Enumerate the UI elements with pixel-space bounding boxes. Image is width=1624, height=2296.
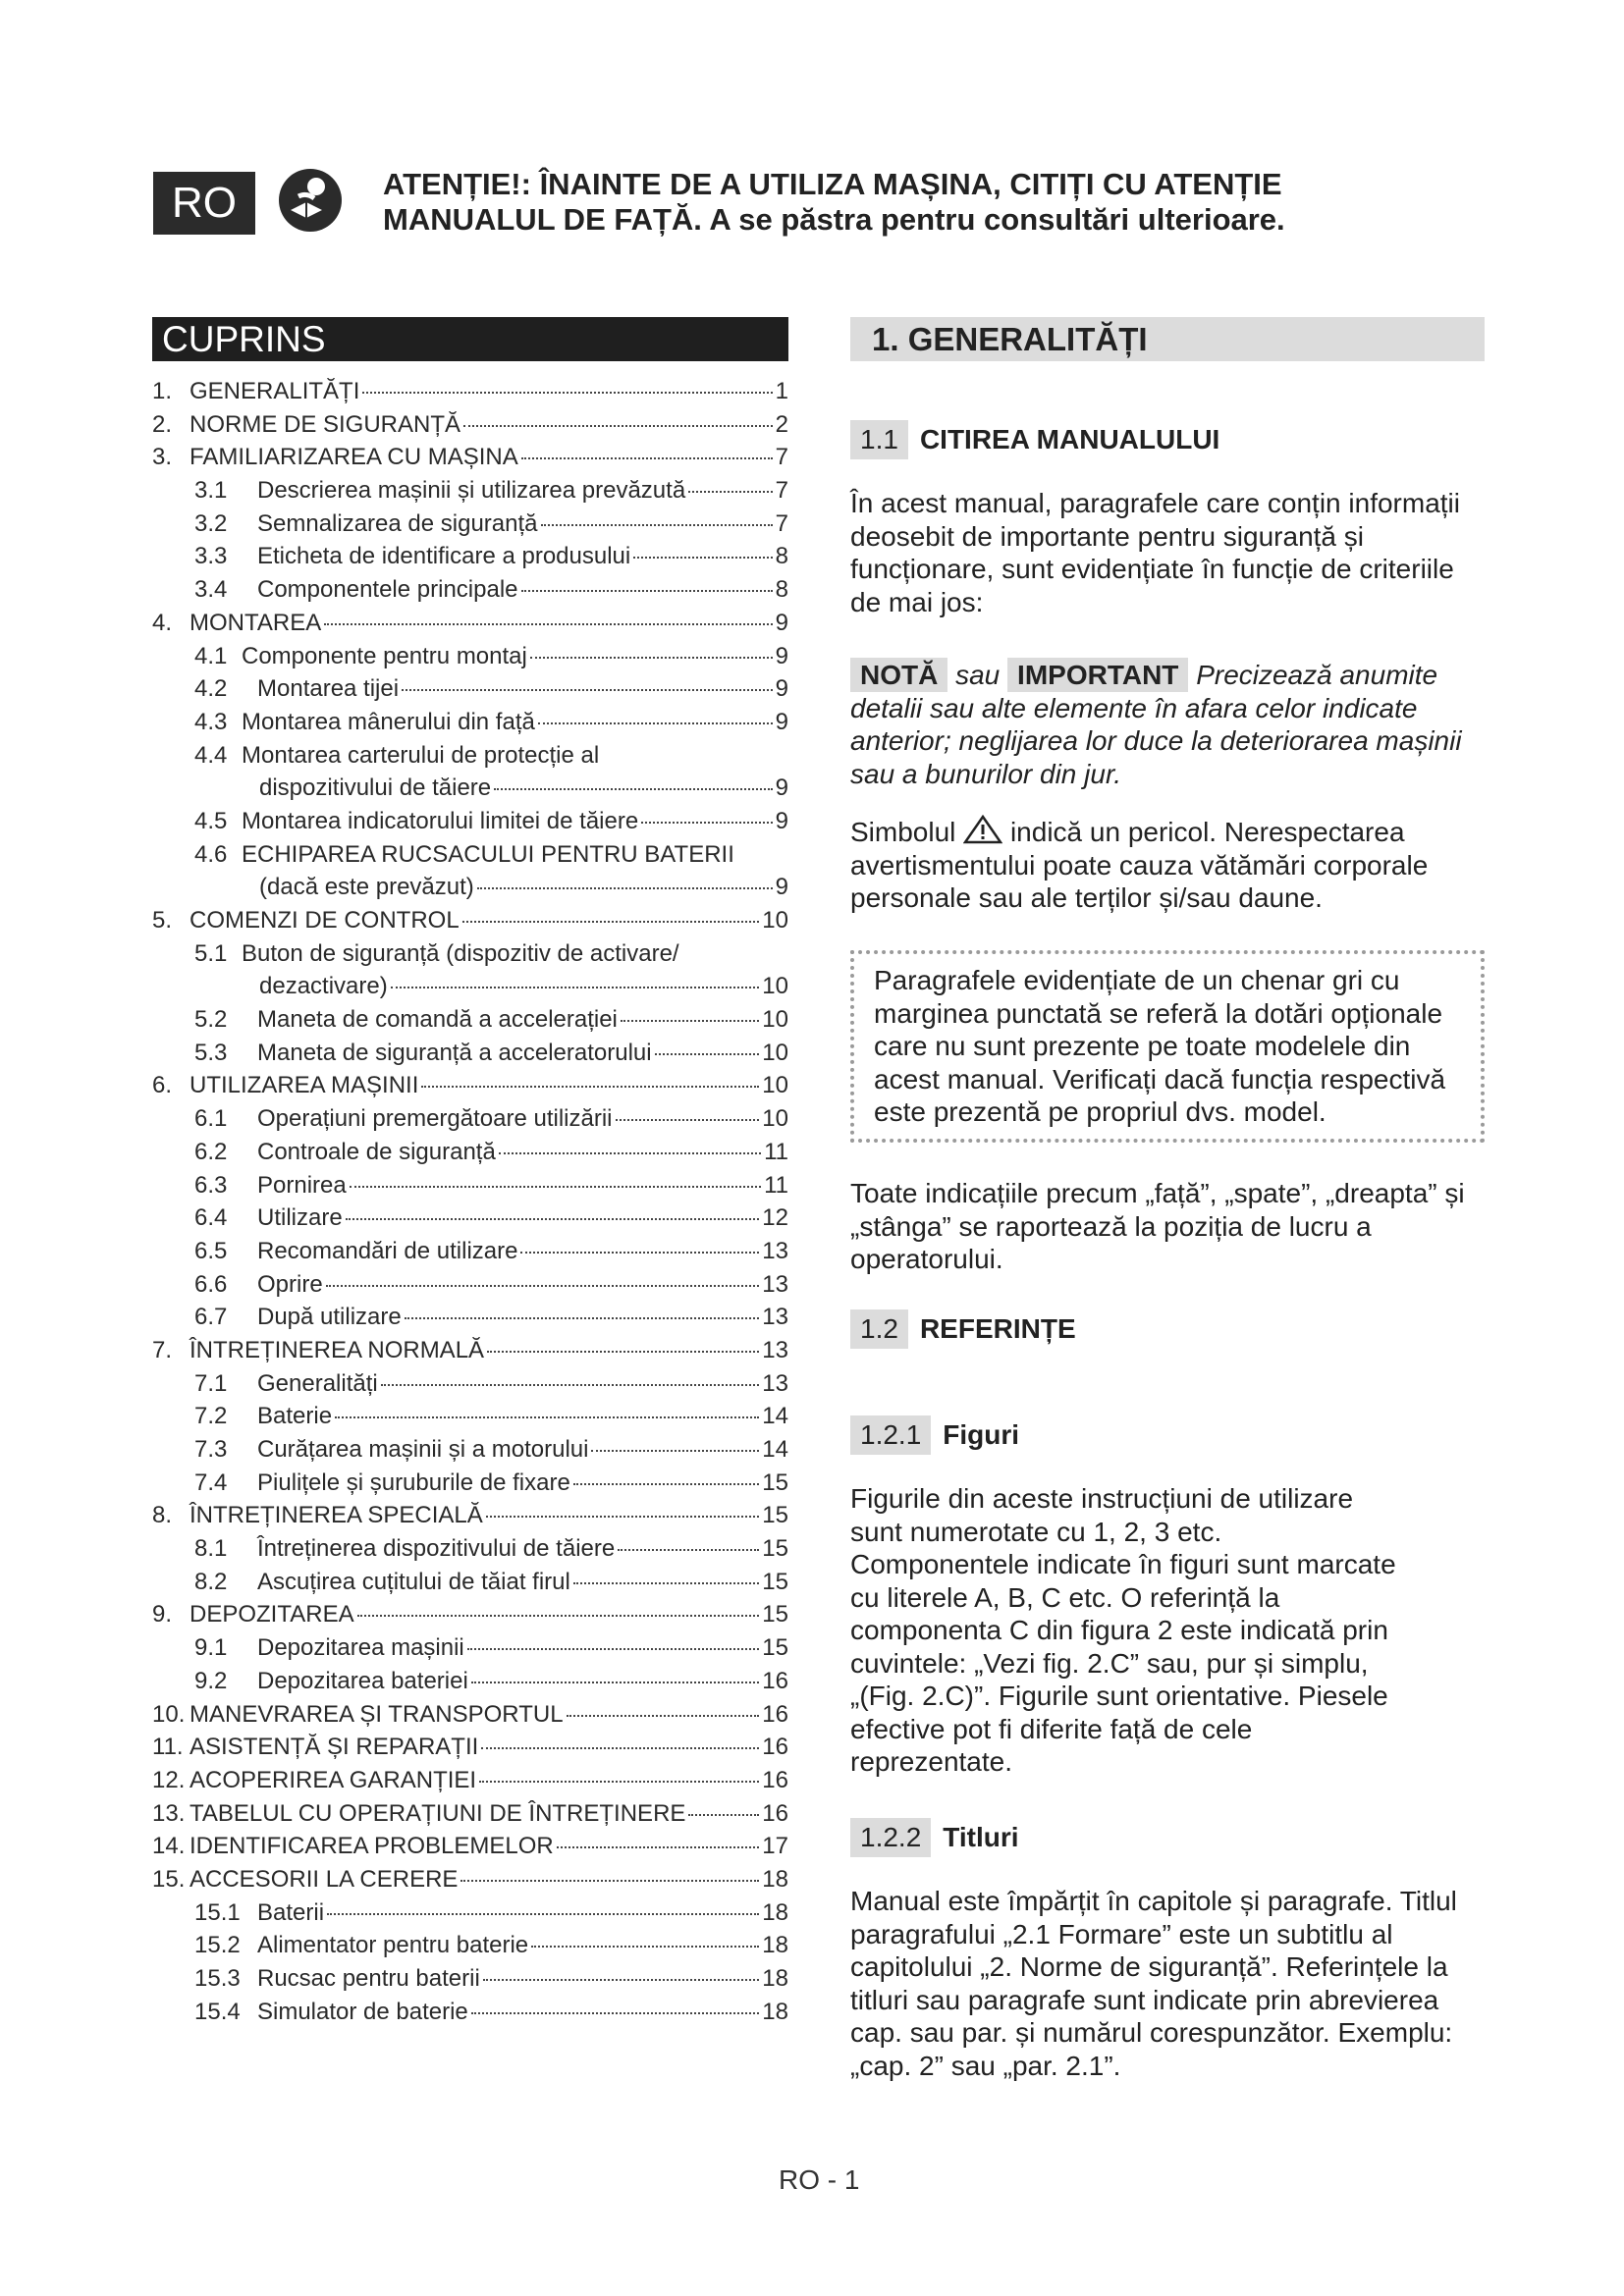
toc-number: 6.2 — [194, 1138, 228, 1165]
toc-label: Depozitarea bateriei — [257, 1667, 468, 1694]
toc-label: Maneta de siguranță a acceleratorului — [257, 1039, 652, 1066]
toc-page-number: 17 — [762, 1833, 788, 1860]
toc-leader-dots — [688, 491, 772, 493]
toc-row — [152, 1006, 788, 1040]
section-heading: 1. GENERALITĂȚI — [850, 317, 1485, 361]
toc-row — [152, 1999, 788, 2032]
toc-title: CUPRINS — [152, 317, 788, 361]
toc-leader-dots — [357, 1615, 760, 1617]
toc-page-number: 9 — [775, 774, 788, 802]
toc-label: Curățarea mașinii și a motorului — [257, 1436, 589, 1463]
toc-label: (dacă este prevăzut) — [259, 874, 474, 901]
toc-row — [152, 709, 788, 742]
toc-label: Eticheta de identificare a produsului — [257, 543, 631, 570]
reading-manual-paragraph: În acest manual, paragrafele care conțin informații deosebit de importante pentru siguranță și funcționare, sunt evidențiate în funcție de criteriile de mai jos: — [850, 488, 1460, 617]
read-manual-icon — [277, 167, 344, 234]
toc-row — [152, 1271, 788, 1305]
subsection-title: Titluri — [943, 1822, 1019, 1852]
toc-page-number: 16 — [762, 1799, 788, 1827]
toc-page-number: 9 — [775, 675, 788, 703]
toc-page-number: 13 — [762, 1336, 788, 1363]
toc-leader-dots — [481, 1747, 759, 1749]
toc-page-number: 15 — [762, 1535, 788, 1563]
warning-triangle-icon — [963, 815, 1002, 844]
toc-row — [152, 675, 788, 709]
toc-label: Montarea mânerului din față — [242, 708, 535, 735]
toc-leader-dots — [405, 1317, 760, 1319]
toc-label: MONTAREA — [189, 609, 322, 636]
toc-label: dispozitivului de tăiere — [259, 774, 492, 802]
toc-leader-dots — [573, 1483, 759, 1485]
toc-label: Recomandări de utilizare — [257, 1237, 518, 1264]
toc-row — [152, 1337, 788, 1370]
symbol-paragraph — [850, 815, 1489, 915]
toc-label: Descrierea mașinii și utilizarea prevăzută — [257, 477, 686, 505]
toc-page-number: 18 — [762, 1965, 788, 1992]
toc-leader-dots — [494, 788, 773, 790]
toc-leader-dots — [487, 1351, 759, 1353]
toc-leader-dots — [327, 1913, 759, 1915]
toc-row — [152, 1833, 788, 1866]
toc-row — [152, 576, 788, 610]
toc-page-number: 11 — [764, 1171, 788, 1199]
toc-label: Generalități — [257, 1369, 378, 1397]
toc-row — [152, 1866, 788, 1899]
toc-number: 8.1 — [194, 1535, 228, 1563]
toc-leader-dots — [477, 887, 773, 889]
toc-label: Controale de siguranță — [257, 1138, 496, 1165]
toc-page-number: 16 — [762, 1766, 788, 1793]
toc-number: 6.6 — [194, 1270, 228, 1298]
symbol-post: indică un pericol. Nerespectarea avertismentului poate cauza vătămări corporale personale sau ale terților și/sau daune. — [850, 817, 1429, 913]
toc-page-number: 10 — [762, 1105, 788, 1133]
toc-row — [152, 444, 788, 477]
toc-row — [152, 808, 788, 841]
toc-row — [152, 1040, 788, 1073]
toc-label: Utilizare — [257, 1204, 343, 1232]
toc-leader-dots — [471, 1682, 760, 1683]
subsection-number: 1.2.1 — [850, 1415, 931, 1455]
toc-number: 6.5 — [194, 1237, 228, 1264]
toc-leader-dots — [521, 457, 773, 459]
toc-leader-dots — [346, 1218, 760, 1220]
toc-page-number: 16 — [762, 1700, 788, 1728]
toc-row — [152, 643, 788, 676]
toc-page-number: 14 — [762, 1436, 788, 1463]
toc-row — [152, 1569, 788, 1602]
toc-leader-dots — [530, 657, 773, 659]
toc-page-number: 12 — [762, 1204, 788, 1232]
toc-row — [152, 1634, 788, 1668]
toc-label: După utilizare — [257, 1304, 402, 1331]
toc-number: 3.4 — [194, 576, 228, 604]
toc-label: ÎNTREȚINEREA SPECIALĂ — [189, 1502, 483, 1529]
important-label: IMPORTANT — [1007, 658, 1188, 692]
toc-row — [152, 1767, 788, 1800]
toc-page-number: 15 — [762, 1634, 788, 1662]
toc-leader-dots — [573, 1582, 759, 1584]
toc-leader-dots — [633, 557, 772, 559]
toc-label: FAMILIARIZAREA CU MAȘINA — [189, 444, 518, 471]
toc-label: Alimentator pentru baterie — [257, 1932, 529, 1959]
toc-row — [152, 1535, 788, 1569]
subsection-number: 1.2.2 — [850, 1818, 931, 1857]
toc-row — [152, 543, 788, 576]
toc-number: 7.4 — [194, 1468, 228, 1496]
toc-row — [152, 1105, 788, 1139]
toc-label: Maneta de comandă a accelerației — [257, 1006, 618, 1034]
toc-page-number: 15 — [762, 1468, 788, 1496]
toc-number: 9. — [152, 1601, 173, 1629]
toc-page-number: 15 — [762, 1601, 788, 1629]
toc-page-number: 18 — [762, 1865, 788, 1893]
toc-row — [152, 1965, 788, 1999]
toc-number: 7.1 — [194, 1369, 228, 1397]
toc-number: 3.1 — [194, 477, 228, 505]
toc-number: 5.2 — [194, 1006, 228, 1034]
titles-paragraph: Manual este împărțit în capitole și paragrafe. Titlul paragrafului „2.1 Formare” este un subtitlu al capitolului „2. Norme de siguranță”. Referințele la titluri sau paragrafe sunt indicate prin abrevierea cap. sau par. și numărul corespunzător. Exemplu: „cap. 2” sau „par. 2.1”. — [850, 1886, 1457, 2081]
symbol-pre: Simbolul — [850, 817, 956, 847]
subsection-1-1-heading — [850, 420, 1219, 459]
toc-number: 11. — [152, 1734, 184, 1761]
toc-leader-dots — [499, 1152, 761, 1154]
toc-row — [152, 477, 788, 510]
note-paragraph — [850, 659, 1489, 790]
toc-page-number: 10 — [762, 907, 788, 934]
toc-row — [152, 1139, 788, 1172]
toc-page-number: 1 — [775, 378, 788, 404]
toc-row — [152, 1502, 788, 1535]
toc-row — [152, 1072, 788, 1105]
toc-leader-dots — [350, 1186, 761, 1188]
toc-leader-dots — [616, 1119, 760, 1121]
toc-number: 8. — [152, 1502, 173, 1529]
toc-leader-dots — [591, 1450, 759, 1452]
toc-page-number: 8 — [775, 576, 788, 604]
toc-row — [152, 841, 788, 875]
toc-number: 7.3 — [194, 1436, 228, 1463]
toc-label: dezactivare) — [259, 973, 388, 1000]
toc-row — [152, 1204, 788, 1238]
toc-leader-dots — [567, 1715, 760, 1717]
toc-label: COMENZI DE CONTROL — [189, 907, 460, 934]
toc-row — [152, 378, 788, 411]
toc-leader-dots — [483, 1979, 760, 1981]
toc-label: ASISTENȚĂ ȘI REPARAȚII — [189, 1734, 479, 1761]
toc-label: GENERALITĂȚI — [189, 378, 360, 404]
toc-page-number: 9 — [775, 874, 788, 901]
toc-label: Componentele principale — [257, 576, 518, 604]
toc-number: 4.1 — [194, 642, 228, 669]
toc-label: Rucsac pentru baterii — [257, 1965, 480, 1992]
toc-page-number: 13 — [762, 1369, 788, 1397]
toc-label: DEPOZITAREA — [189, 1601, 354, 1629]
toc-number: 4.4 — [194, 741, 228, 769]
toc-row — [152, 1800, 788, 1834]
toc-number: 1. — [152, 378, 173, 404]
toc-page-number: 16 — [762, 1667, 788, 1694]
toc-page-number: 15 — [762, 1568, 788, 1595]
toc-number: 15.1 — [194, 1898, 241, 1926]
toc-number: 4. — [152, 609, 173, 636]
toc-leader-dots — [621, 1020, 759, 1022]
toc-leader-dots — [521, 590, 773, 592]
toc-leader-dots — [463, 425, 773, 427]
toc-page-number: 18 — [762, 1898, 788, 1926]
toc-row — [152, 1734, 788, 1767]
toc-number: 15.3 — [194, 1965, 241, 1992]
subsection-1-2-2-heading — [850, 1818, 1019, 1857]
toc-leader-dots — [467, 1648, 760, 1650]
toc-leader-dots — [531, 1946, 759, 1948]
subsection-number: 1.2 — [850, 1309, 908, 1349]
toc-row — [152, 1304, 788, 1337]
toc-number: 14. — [152, 1833, 186, 1860]
toc-leader-dots — [362, 392, 772, 394]
toc-label: Componente pentru montaj — [242, 642, 527, 669]
toc-row — [152, 610, 788, 643]
toc-leader-dots — [618, 1549, 759, 1551]
subsection-number: 1.1 — [850, 420, 908, 459]
toc-page-number: 11 — [764, 1138, 788, 1165]
toc-page-number: 13 — [762, 1270, 788, 1298]
toc-leader-dots — [391, 987, 760, 988]
toc-label: Întreținerea dispozitivului de tăiere — [257, 1535, 616, 1563]
toc-leader-dots — [335, 1416, 759, 1418]
note-sau: sau — [955, 660, 1001, 690]
toc-page-number: 10 — [762, 1072, 788, 1099]
toc-label: Pornirea — [257, 1171, 347, 1199]
toc-number: 7.2 — [194, 1403, 228, 1430]
toc-row — [152, 1436, 788, 1469]
toc-leader-dots — [520, 1252, 759, 1254]
optional-features-text: Paragrafele evidențiate de un chenar gri cu marginea punctată se referă la dotări opționale care nu sunt prezente pe toate modelele din acest manual. Verificați dacă funcția respectivă este prezentă pe propriul dvs. model. — [874, 965, 1446, 1127]
toc-number: 5.3 — [194, 1039, 228, 1066]
toc-number: 4.2 — [194, 675, 228, 703]
toc-row — [152, 1601, 788, 1634]
toc-leader-dots — [479, 1781, 759, 1783]
toc-label: Operațiuni premergătoare utilizării — [257, 1105, 613, 1133]
figures-paragraph: Figurile din aceste instrucțiuni de utilizare sunt numerotate cu 1, 2, 3 etc. Componentele indicate în figuri sunt marcate cu literele A, B, C etc. O referință la componenta C din figura 2 este indicată prin cuvintele: „Vezi fig. 2.C” sau, pur și simplu, „(Fig. 2.C)”. Figurile sunt orientative. Piesele efective pot fi diferite față de cele reprezentate. — [850, 1483, 1396, 1777]
toc-leader-dots — [460, 1880, 759, 1882]
toc-number: 2. — [152, 410, 173, 438]
toc-number: 3. — [152, 444, 173, 471]
toc-label: UTILIZAREA MAȘINII — [189, 1072, 419, 1099]
note-label: NOTĂ — [850, 658, 947, 692]
toc-page-number: 9 — [775, 807, 788, 834]
toc-row — [152, 1172, 788, 1205]
toc-leader-dots — [381, 1384, 760, 1386]
toc-page-number: 9 — [775, 642, 788, 669]
toc-number: 6.3 — [194, 1171, 228, 1199]
toc-label: Semnalizarea de siguranță — [257, 509, 538, 537]
toc-page-number: 13 — [762, 1304, 788, 1331]
toc-row — [152, 1403, 788, 1436]
toc-label: ECHIPAREA RUCSACULUI PENTRU BATERII — [242, 840, 734, 868]
toc-label: Depozitarea mașinii — [257, 1634, 464, 1662]
toc-number: 10. — [152, 1700, 186, 1728]
toc-leader-dots — [462, 921, 760, 923]
toc-number: 6. — [152, 1072, 173, 1099]
toc-page-number: 8 — [775, 543, 788, 570]
toc-leader-dots — [538, 722, 773, 724]
toc-number: 4.3 — [194, 708, 228, 735]
toc-row — [152, 874, 788, 907]
toc-number: 7. — [152, 1336, 173, 1363]
toc-number: 4.5 — [194, 807, 228, 834]
toc-label: Montarea tijei — [257, 675, 400, 703]
toc-row — [152, 907, 788, 940]
toc-leader-dots — [326, 1285, 760, 1287]
toc-row — [152, 411, 788, 445]
toc-page-number: 16 — [762, 1734, 788, 1761]
toc-number: 3.3 — [194, 543, 228, 570]
toc-number: 15. — [152, 1865, 186, 1893]
toc-number: 15.4 — [194, 1998, 241, 2025]
warning-line-2: MANUALUL DE FAȚĂ. A se păstra pentru consultări ulterioare. — [383, 202, 1285, 237]
toc-page-number: 9 — [775, 609, 788, 636]
toc-number: 5. — [152, 907, 173, 934]
toc-label: IDENTIFICAREA PROBLEMELOR — [189, 1833, 554, 1860]
toc-page-number: 7 — [775, 509, 788, 537]
warning-line-1: ATENȚIE!: ÎNAINTE DE A UTILIZA MAȘINA, CITIȚI CU ATENȚIE — [383, 167, 1282, 201]
note-text: Precizează anumite detalii sau alte elemente în afara celor indicate anterior; neglijarea lor duce la deteriorarea mașinii sau a bunurilor din jur. — [850, 660, 1462, 789]
toc-leader-dots — [655, 1053, 760, 1055]
toc-page-number: 10 — [762, 973, 788, 1000]
table-of-contents — [152, 378, 788, 2031]
warning-text — [383, 167, 1326, 238]
toc-page-number: 10 — [762, 1006, 788, 1034]
toc-number: 6.1 — [194, 1105, 228, 1133]
toc-number: 9.2 — [194, 1667, 228, 1694]
toc-label: Ascuțirea cuțitului de tăiat firul — [257, 1568, 570, 1595]
toc-leader-dots — [557, 1846, 760, 1848]
subsection-title: CITIREA MANUALULUI — [919, 424, 1220, 454]
toc-row — [152, 1238, 788, 1271]
toc-page-number: 18 — [762, 1998, 788, 2025]
toc-label: Oprire — [257, 1270, 323, 1298]
toc-label: ACCESORII LA CERERE — [189, 1865, 459, 1893]
toc-page-number: 7 — [775, 444, 788, 471]
toc-label: MANEVRAREA ȘI TRANSPORTUL — [189, 1700, 564, 1728]
toc-leader-dots — [402, 689, 773, 691]
toc-row — [152, 742, 788, 775]
toc-label: Buton de siguranță (dispozitiv de activare/ — [242, 939, 679, 967]
subsection-1-2-1-heading — [850, 1415, 1019, 1455]
toc-number: 9.1 — [194, 1634, 228, 1662]
toc-number: 4.6 — [194, 840, 228, 868]
toc-label: Montarea indicatorului limitei de tăiere — [242, 807, 639, 834]
toc-page-number: 18 — [762, 1932, 788, 1959]
toc-label: Montarea carterului de protecție al — [242, 741, 600, 769]
toc-number: 8.2 — [194, 1568, 228, 1595]
toc-page-number: 13 — [762, 1237, 788, 1264]
toc-leader-dots — [324, 623, 772, 625]
toc-row — [152, 1932, 788, 1965]
toc-page-number: 15 — [762, 1502, 788, 1529]
toc-label: Piulițele și șuruburile de fixare — [257, 1468, 570, 1496]
toc-number: 5.1 — [194, 939, 228, 967]
subsection-1-2-heading — [850, 1309, 1076, 1349]
optional-features-box — [850, 950, 1485, 1143]
toc-number: 6.4 — [194, 1204, 228, 1232]
page-number: RO - 1 — [779, 2164, 860, 2195]
toc-row — [152, 1370, 788, 1404]
toc-number: 12. — [152, 1766, 186, 1793]
subsection-title: Figuri — [943, 1419, 1020, 1450]
toc-number: 6.7 — [194, 1304, 228, 1331]
toc-number: 13. — [152, 1799, 186, 1827]
toc-row — [152, 973, 788, 1006]
toc-label: ÎNTREȚINEREA NORMALĂ — [189, 1336, 485, 1363]
toc-page-number: 7 — [775, 477, 788, 505]
toc-leader-dots — [486, 1516, 760, 1518]
toc-row — [152, 1899, 788, 1933]
toc-page-number: 10 — [762, 1039, 788, 1066]
toc-label: TABELUL CU OPERAȚIUNI DE ÎNTREȚINERE — [189, 1799, 686, 1827]
subsection-title: REFERINȚE — [919, 1313, 1076, 1344]
language-badge: RO — [153, 172, 255, 235]
toc-leader-dots — [421, 1086, 759, 1088]
toc-leader-dots — [641, 822, 772, 824]
toc-label: NORME DE SIGURANȚĂ — [189, 410, 461, 438]
toc-label: Baterie — [257, 1403, 333, 1430]
toc-number: 15.2 — [194, 1932, 241, 1959]
toc-page-number: 14 — [762, 1403, 788, 1430]
toc-label: ACOPERIREA GARANȚIEI — [189, 1766, 477, 1793]
toc-page-number: 2 — [775, 410, 788, 438]
toc-number: 3.2 — [194, 509, 228, 537]
toc-row — [152, 1668, 788, 1701]
toc-row — [152, 1469, 788, 1503]
toc-leader-dots — [688, 1814, 759, 1816]
toc-label: Baterii — [257, 1898, 325, 1926]
toc-row — [152, 1701, 788, 1735]
toc-row — [152, 940, 788, 974]
toc-row — [152, 510, 788, 544]
toc-leader-dots — [541, 524, 773, 526]
toc-label: Simulator de baterie — [257, 1998, 468, 2025]
orientation-paragraph: Toate indicațiile precum „față”, „spate”, „dreapta” și „stânga” se raportează la poziția de lucru a operatorului. — [850, 1178, 1465, 1274]
toc-leader-dots — [471, 2012, 760, 2014]
toc-page-number: 9 — [775, 708, 788, 735]
toc-row — [152, 774, 788, 808]
